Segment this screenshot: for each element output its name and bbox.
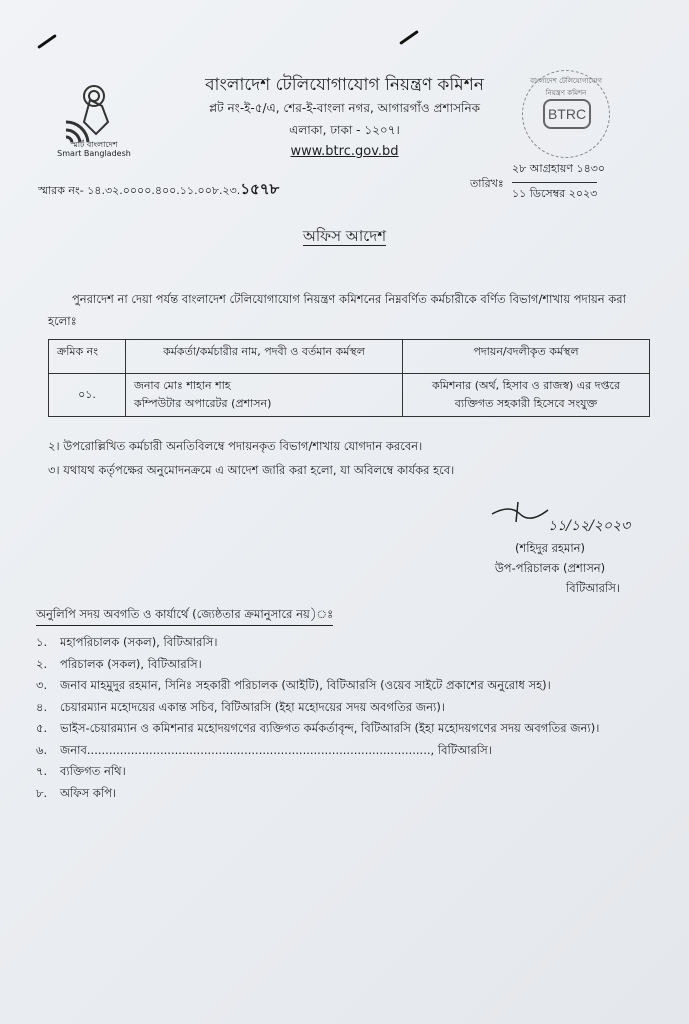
address-line-2: এলাকা, ঢাকা - ১২০৭। [289, 123, 400, 137]
item-text: মহাপরিচালক (সকল), বিটিআরসি। [60, 635, 218, 649]
signatory-name: (শহিদুর রহমান) [514, 541, 586, 555]
list-item [36, 697, 656, 719]
item-text: চেয়ারম্যান মহোদয়ের একান্ত সচিব, বিটিআরসি (ইহা মহোদয়ের সদয় অবগতির জন্য)। [60, 699, 445, 714]
list-item [36, 740, 656, 762]
date-english: ১১ ডিসেম্বর ২০২৩ [512, 182, 597, 204]
list-item [36, 632, 656, 654]
item-text: ব্যক্তিগত নথি। [60, 764, 126, 778]
seal-ring-text: বাংলাদেশ টেলিযোগাযোগ নিয়ন্ত্রণ কমিশন [530, 77, 602, 97]
item-number: ৪. [36, 699, 48, 714]
list-item [36, 783, 656, 805]
item-text: জনাব মাহমুদুর রহমান, সিনিঃ সহকারী পরিচালক (আইটি), বিটিআরসি (ওয়েব সাইটে প্রকাশের অনুরোধ সহ)। [60, 678, 551, 692]
item-number: ৬. [36, 742, 48, 757]
date-bangla: ২৮ আগ্রহায়ণ ১৪৩০ [512, 162, 606, 175]
header-posting: পদায়ন/বদলীকৃত কর্মস্থল [403, 340, 650, 374]
intro-paragraph: পুনরাদেশ না দেয়া পর্যন্ত বাংলাদেশ টেলিযোগাযোগ নিয়ন্ত্রণ কমিশনের নিম্নবর্ণিত কর্মচারীকে বর্ণিত বিভাগ/শাখায় পদায়ন করা হলোঃ [48, 292, 626, 328]
signatory-designation: উপ-পরিচালক (প্রশাসন) [494, 561, 606, 575]
logo-text-en: Smart Bangladesh [57, 149, 131, 158]
signature-scrawl [490, 500, 631, 534]
header-name: কর্মকর্তা/কর্মচারীর নাম, পদবী ও বর্তমান কর্মস্থল [126, 340, 403, 374]
employee-designation: কম্পিউটার অপারেটর (প্রশাসন) [134, 397, 272, 410]
signatory-org: বিটিআরসি। [566, 581, 620, 595]
signature-date: ১১/১২/২০২৩ [548, 518, 631, 534]
posting-table [48, 339, 650, 417]
memo-number [38, 178, 279, 203]
employee-name: জনাব মোঃ শাহান শাহ [134, 379, 231, 392]
org-name: বাংলাদেশ টেলিযোগাযোগ নিয়ন্ত্রণ কমিশন [205, 75, 484, 95]
item-number: ৩. [36, 678, 48, 692]
cell-serial: ০১. [49, 374, 126, 417]
item-text: পরিচালক (সকল), বিটিআরসি। [60, 656, 202, 671]
item-number: ৭. [36, 764, 48, 778]
posting-line-2: ব্যক্তিগত সহকারী হিসেবে সংযুক্ত [454, 397, 598, 410]
signature-block [460, 538, 640, 598]
clause-2: ২। উপরোল্লিখিত কর্মচারী অনতিবিলম্বে পদায়নকৃত বিভাগ/শাখায় যোগদান করবেন। [48, 439, 423, 453]
table-header-row [49, 340, 650, 374]
item-number: ২. [36, 656, 48, 671]
address-line-1: প্লট নং-ই-৫/এ, শের-ই-বাংলা নগর, আগারগাঁও প্রশাসনিক [208, 101, 481, 115]
list-item [36, 718, 656, 740]
copy-to-title: অনুলিপি সদয় অবগতি ও কার্যার্থে (জ্যেষ্ঠতার ক্রমানুসারে নয়)ঃ [36, 606, 333, 626]
list-item [36, 654, 656, 676]
item-number: ১. [36, 635, 48, 649]
table-row [49, 374, 650, 417]
pen-mark [399, 30, 419, 45]
date-label: তারিখঃ [470, 177, 504, 190]
clause-3: ৩। যথাযথ কর্তৃপক্ষের অনুমোদনক্রমে এ আদেশ জারি করা হলো, যা অবিলম্বে কার্যকর হবে। [48, 463, 455, 477]
seal-logo-text: BTRC [543, 99, 591, 129]
title-text: অফিস আদেশ [302, 227, 387, 245]
header-serial: ক্রমিক নং [49, 340, 126, 374]
item-number: ৫. [36, 721, 48, 735]
logo-text-bn: স্মার্ট বাংলাদেশ [70, 140, 118, 149]
website-link[interactable]: www.btrc.gov.bd [290, 144, 399, 159]
document-title [0, 225, 689, 250]
btrc-seal [522, 70, 610, 158]
item-text: অফিস কপি। [60, 785, 117, 800]
item-text: জনাব.............................................................................................., বিটিআরসি। [60, 742, 492, 757]
posting-line-1: কমিশনার (অর্থ, হিসাব ও রাজস্ব) এর দপ্তরে [431, 379, 621, 392]
pen-mark [37, 34, 57, 49]
item-text: ভাইস-চেয়ারম্যান ও কমিশনার মহোদয়গণের ব্যক্তিগত কর্মকর্তাবৃন্দ, বিটিআরসি (ইহা মহোদয়গণের সদয় অবগতির জন্য)। [60, 721, 600, 735]
copy-to-list [36, 632, 656, 804]
memo-handwritten-number: ১৫৭৮ [240, 180, 280, 198]
memo-label: স্মারক নং- ১৪.৩২.০০০০.৪০০.১১.০০৮.২৩. [38, 184, 241, 197]
list-item [36, 675, 656, 697]
signature-icon [490, 500, 550, 524]
cell-posting [403, 374, 650, 417]
list-item [36, 761, 656, 783]
cell-name [126, 374, 403, 417]
item-number: ৮. [36, 785, 48, 800]
